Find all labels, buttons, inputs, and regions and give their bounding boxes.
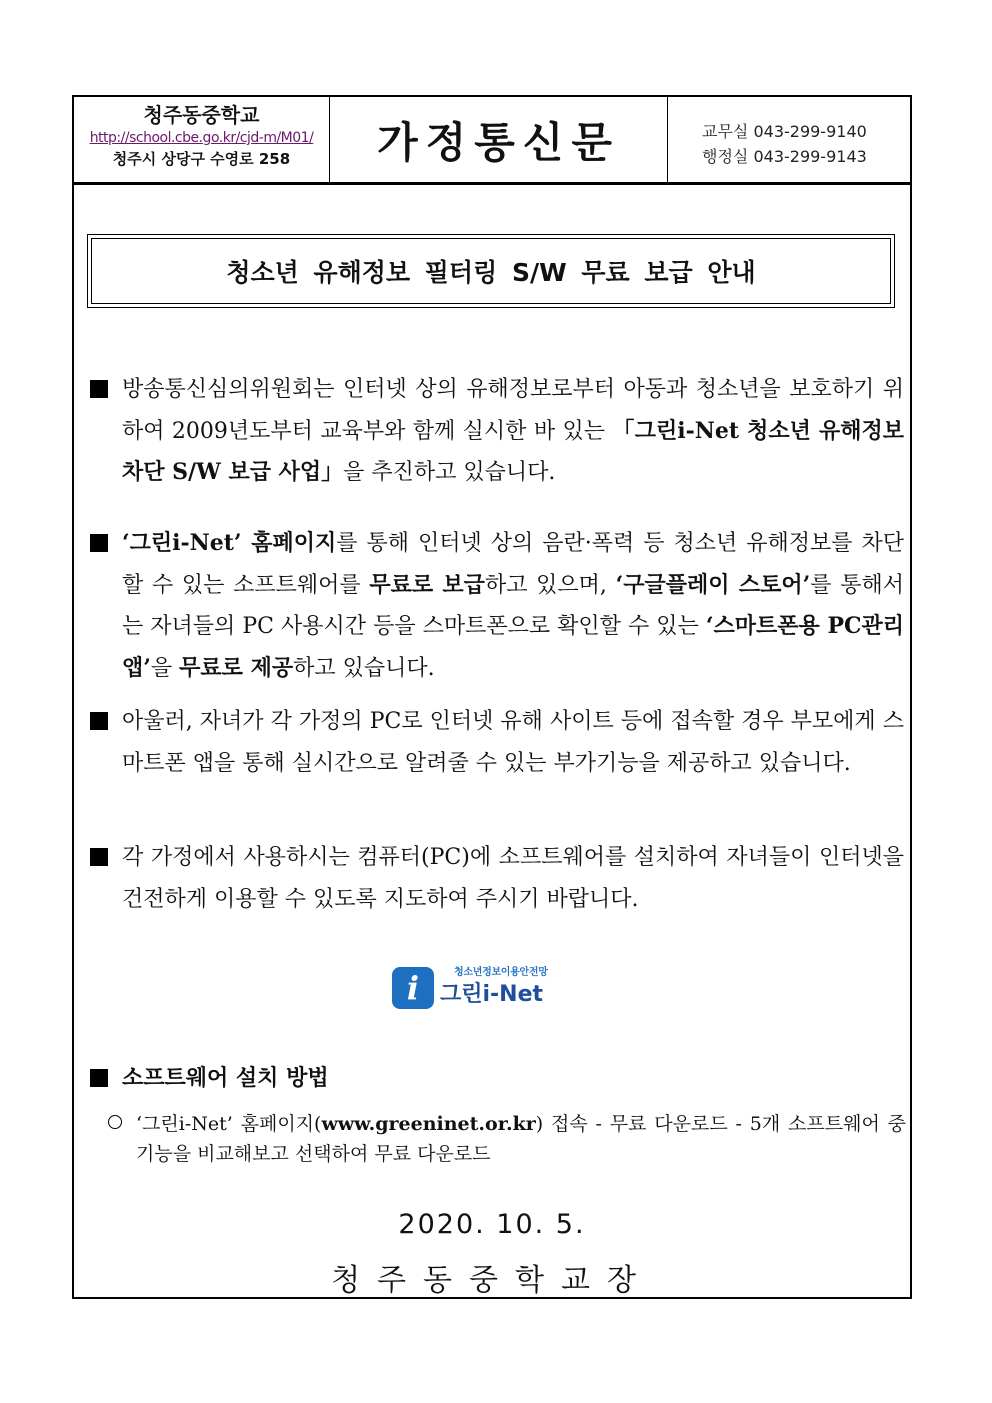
square-bullet-icon <box>90 380 108 398</box>
header-divider <box>74 184 910 185</box>
square-bullet-icon <box>90 1069 108 1087</box>
notice-title-box <box>87 234 895 308</box>
emphasis-text: 무료로 보급 <box>369 571 485 598</box>
paragraph-text <box>88 523 904 689</box>
square-bullet-icon <box>90 534 108 552</box>
school-name: 청주동중학교 <box>143 103 260 127</box>
contact-office: 교무실 043-299-9140 <box>702 122 867 141</box>
text-run: ‘그린i-Net’ 홈페이지( <box>136 1113 322 1135</box>
notice-title: 청소년 유해정보 필터링 S/W 무료 보급 안내 <box>91 238 891 304</box>
emphasis-text: ‘스마트폰용 PC관리 앱’ <box>122 613 904 681</box>
text-run: 방송통신심의위원회는 인터넷 상의 유해정보로부터 아동과 청소년을 보호하기 위하여 2009년도부터 교육부와 함께 실시한 바 있는 <box>122 377 904 444</box>
square-bullet-icon <box>90 712 108 730</box>
paragraph-3 <box>88 701 904 784</box>
logo-name: 그린i-Net <box>440 982 544 1007</box>
school-url-link[interactable]: http://school.cbe.go.kr/cjd-m/M01/ <box>89 130 314 146</box>
letterhead <box>74 97 910 184</box>
paragraph-4 <box>88 837 904 920</box>
text-run: 을 추진하고 있습니다. <box>343 460 556 485</box>
emphasis-text: 「그린i-Net 청소년 유해정보 차단 S/W 보급 사업」 <box>122 417 904 485</box>
document-type-title: 가정통신문 <box>330 97 668 182</box>
contact-admin: 행정실 043-299-9143 <box>702 147 867 166</box>
paragraph-text <box>88 837 904 920</box>
principal-signature: 청주동중학교장 <box>331 1263 653 1298</box>
square-bullet-icon <box>90 848 108 866</box>
text-run: 를 통해 인터넷 상의 음란·폭력 등 청소년 유해정보를 차단할 수 있는 소프트웨어를 <box>122 531 904 598</box>
text-run: 하고 있으며, <box>484 572 616 598</box>
text-run: ) 접속 - 무료 다운로드 - 5개 소프트웨어 중 기능을 비교해보고 선택하여 무료 다운로드 <box>136 1113 906 1165</box>
notice-date: 2020. 10. 5. <box>398 1209 586 1240</box>
text-run: 을 <box>150 655 180 681</box>
logo-i-icon: i <box>392 967 434 1009</box>
install-text <box>108 1109 906 1169</box>
emphasis-text: ‘구글플레이 스토어’ <box>615 571 811 598</box>
notice-frame <box>72 95 912 1299</box>
install-instructions <box>108 1109 906 1169</box>
paragraph-text <box>88 369 904 494</box>
contact-info <box>668 97 910 182</box>
text-run: 하고 있습니다. <box>293 655 435 681</box>
emphasis-text: ‘그린i-Net’ 홈페이지 <box>122 530 337 556</box>
school-address: 청주시 상당구 수영로 258 <box>112 150 291 168</box>
emphasis-text: www.greeninet.or.kr <box>321 1113 536 1135</box>
install-heading <box>88 1061 329 1092</box>
text-run: 각 가정에서 사용하시는 컴퓨터(PC)에 소프트웨어를 설치하여 자녀들이 인터넷을 건전하게 이용할 수 있도록 지도하여 주시기 바랍니다. <box>122 845 904 912</box>
circle-bullet-icon <box>108 1115 122 1129</box>
text-run: 를 통해서는 자녀들의 PC 사용시간 등을 스마트폰으로 확인할 수 있는 <box>122 572 904 639</box>
paragraph-2 <box>88 523 904 689</box>
school-info <box>74 97 330 182</box>
emphasis-text: 무료로 제공 <box>179 654 294 681</box>
paragraph-1 <box>88 369 904 494</box>
text-run: 아울러, 자녀가 각 가정의 PC로 인터넷 유해 사이트 등에 접속할 경우 부모에게 스마트폰 앱을 통해 실시간으로 알려줄 수 있는 부가기능을 제공하고 있습니다. <box>122 709 904 776</box>
green-inet-logo <box>392 963 582 1013</box>
install-heading-text: 소프트웨어 설치 방법 <box>122 1065 329 1091</box>
paragraph-text <box>88 701 904 784</box>
logo-tagline: 청소년정보이용안전망 <box>454 967 548 978</box>
